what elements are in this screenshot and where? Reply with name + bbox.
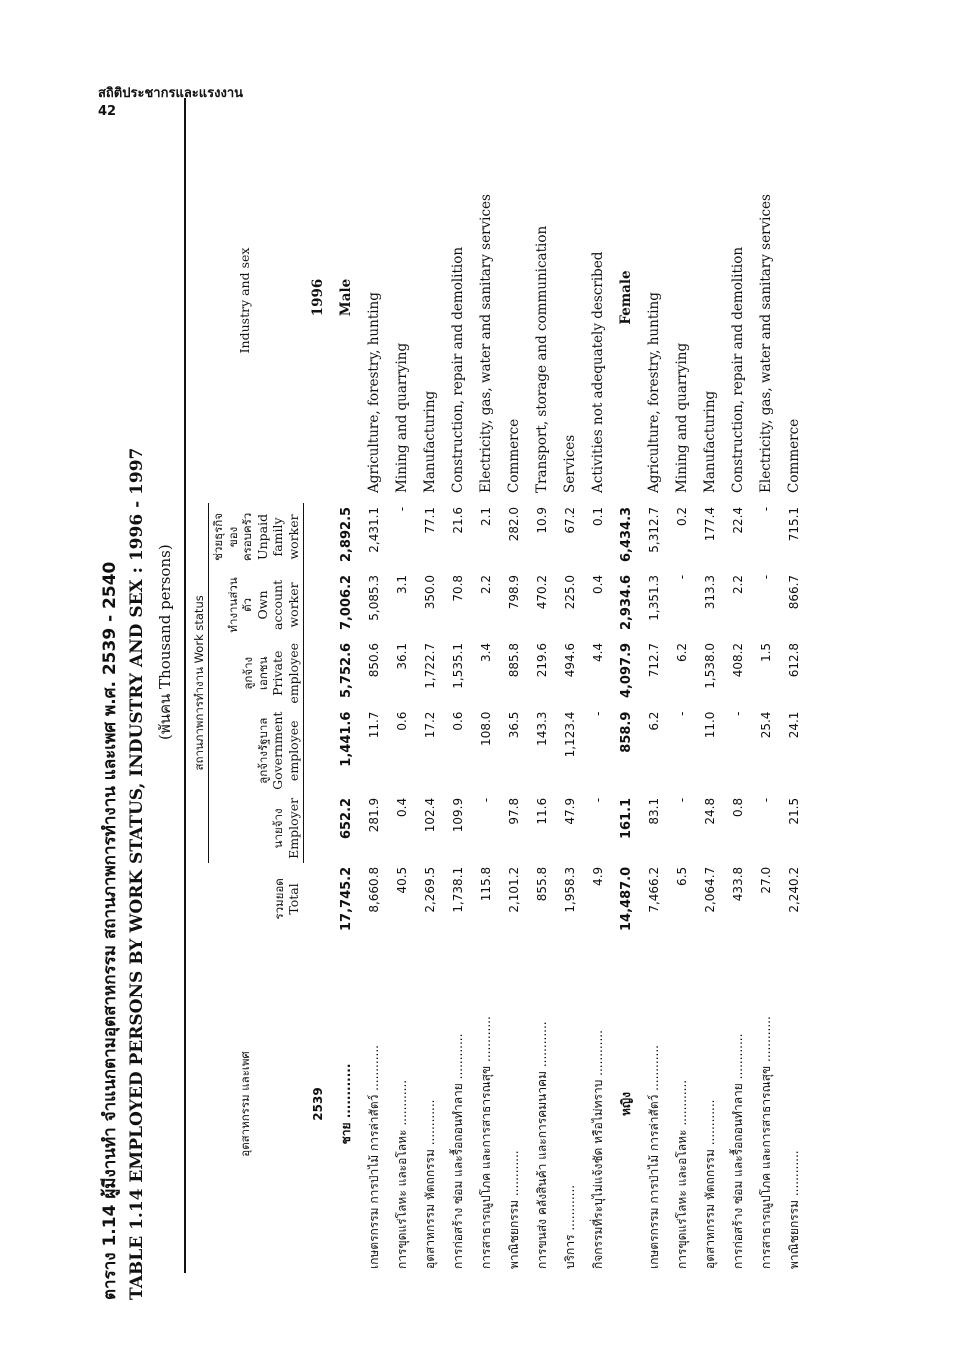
cell-value: 97.8 (507, 797, 522, 825)
cell-value: 612.8 (787, 642, 802, 678)
cell-value: 885.8 (507, 642, 522, 678)
cell-value: 2.1 (479, 506, 494, 527)
row-label-thai: การสาธารณูปโภค และการสาธารณสุข ..... (472, 935, 500, 1273)
row-label-thai: กิจกรรมที่ระบุไม่แจ้งชัด หรือไม่ทราบ ..... (584, 935, 612, 1273)
row-label-english: Agriculture, forestry, hunting (646, 292, 663, 493)
cell-value: - (675, 797, 690, 803)
cell-value: 0.8 (731, 797, 746, 817)
col-employer: นายจ้าง Employer (209, 794, 304, 863)
table-row (416, 98, 444, 1273)
cell-value (304, 863, 333, 935)
cell-value: 433.8 (731, 866, 746, 902)
row-label-english: Activities not adequately described (590, 251, 607, 493)
cell-value: 1.5 (759, 642, 774, 663)
col-industry-en: Industry and sex (185, 98, 304, 503)
cell-value: 1,738.1 (451, 866, 466, 913)
cell-value: - (395, 506, 410, 512)
row-label-thai: การก่อสร้าง ซ่อม และรื้อถอนทำลาย ..... (724, 935, 752, 1273)
row-label-thai: การขุดแร่โลหะ และอโลหะ ..... (388, 935, 416, 1273)
cell-value: 7,466.2 (647, 866, 662, 913)
cell-value: 36.1 (395, 642, 410, 670)
cell-value: 115.8 (479, 866, 494, 902)
cell-value: 17.2 (423, 711, 438, 739)
table-row (304, 98, 333, 1273)
cell-value: 225.0 (563, 574, 578, 610)
table-row (584, 98, 612, 1273)
cell-value: 6.5 (675, 866, 690, 886)
table-row (472, 98, 500, 1273)
cell-value: 22.4 (731, 506, 746, 534)
cell-value: 350.0 (423, 574, 438, 610)
cell-value: 177.4 (703, 506, 718, 542)
cell-value: 219.6 (535, 642, 550, 678)
row-label-english: 1996 (310, 278, 327, 317)
cell-value: 24.8 (703, 797, 718, 825)
cell-value: 67.2 (563, 506, 578, 534)
row-label-thai: พาณิชยกรรม ..... (780, 935, 808, 1273)
cell-value: 3.4 (479, 642, 494, 663)
cell-value: 2.2 (479, 574, 494, 595)
cell-value: 11.7 (367, 711, 382, 739)
cell-value (304, 639, 333, 708)
col-total: รวมยอด Total (185, 863, 304, 935)
row-label-thai: 2539 (311, 1087, 326, 1121)
table-row (360, 98, 388, 1273)
cell-value (304, 571, 333, 639)
cell-value: 1,441.6 (338, 711, 354, 767)
row-label-thai: อุตสาหกรรม หัตถกรรม ..... (416, 935, 444, 1273)
cell-value: 313.3 (703, 574, 718, 610)
cell-value: - (759, 506, 774, 512)
cell-value: 715.1 (787, 506, 802, 542)
table-row (752, 98, 780, 1273)
cell-value: 850.6 (367, 642, 382, 678)
table-row (528, 98, 556, 1273)
table-row (780, 98, 808, 1273)
cell-value: - (759, 574, 774, 580)
row-label-english: Commerce (786, 418, 803, 493)
cell-value (304, 708, 333, 794)
cell-value: 109.9 (451, 797, 466, 833)
cell-value: 652.2 (338, 797, 354, 840)
cell-value: 2,269.5 (423, 866, 438, 913)
row-label-english: Electricity, gas, water and sanitary services (758, 194, 775, 493)
row-label-thai: พาณิชยกรรม ..... (500, 935, 528, 1273)
cell-value: 4,097.9 (618, 642, 634, 699)
cell-value: 21.6 (451, 506, 466, 534)
cell-value: 11.0 (703, 711, 718, 739)
cell-value: - (675, 711, 690, 716)
cell-value: 5,752.6 (338, 642, 354, 699)
cell-value: 470.2 (535, 574, 550, 610)
cell-value: 1,535.1 (451, 642, 466, 689)
row-label-english: Construction, repair and demolition (730, 246, 747, 493)
cell-value: 143.3 (535, 711, 550, 746)
row-label-english: Commerce (506, 418, 523, 493)
row-label-english: Services (562, 434, 579, 493)
table-row (724, 98, 752, 1273)
page-number: 42 (98, 104, 117, 119)
cell-value: 1,351.3 (647, 574, 662, 621)
cell-value: 77.1 (423, 506, 438, 534)
cell-value: 494.6 (563, 642, 578, 678)
row-label-thai: การก่อสร้าง ซ่อม และรื้อถอนทำลาย ..... (444, 935, 472, 1273)
cell-value: 27.0 (759, 866, 774, 894)
table-row (668, 98, 696, 1273)
row-label-thai: การขุดแร่โลหะ และอโลหะ ..... (668, 935, 696, 1273)
cell-value: 17,745.2 (338, 866, 354, 931)
row-label-english: Male (338, 278, 355, 317)
row-label-english: Female (618, 270, 635, 325)
cell-value: 0.2 (675, 506, 690, 527)
cell-value: 0.4 (591, 574, 606, 595)
cell-value: 7,006.2 (338, 574, 354, 631)
cell-value: - (675, 574, 690, 580)
rotated-table-page (96, 68, 856, 1318)
cell-value: 1,538.0 (703, 642, 718, 689)
cell-value: 1,722.7 (423, 642, 438, 689)
row-label-english: Electricity, gas, water and sanitary services (478, 194, 495, 493)
cell-value: 0.6 (395, 711, 410, 731)
row-label-thai: การขนส่ง คลังสินค้า และการคมนาคม ..... (528, 935, 556, 1273)
cell-value: 0.6 (451, 711, 466, 731)
table-row (640, 98, 668, 1273)
cell-value: 102.4 (423, 797, 438, 833)
thai-title: ตาราง 1.14 ผู้มีงานทำ จำแนกตามอุตสาหกรรม สถานภาพการทำงาน และเพศ พ.ศ. 2539 - 2540 (100, 561, 120, 1300)
col-industry-th: อุตสาหกรรม และเพศ (185, 935, 304, 1273)
row-label-thai: ชาย ..... (332, 935, 360, 1273)
row-label-english: Transport, storage and communication (534, 225, 551, 493)
table-row (556, 98, 584, 1273)
running-header: สถิติประชากรและแรงงาน (98, 86, 244, 101)
col-private: ลูกจ้างเอกชน Private employee (209, 639, 304, 708)
cell-value: 11.6 (535, 797, 550, 825)
cell-value: 281.9 (367, 797, 382, 833)
col-own-account: ทำงานส่วนตัว Own account worker (209, 571, 304, 639)
cell-value: 6.2 (675, 642, 690, 663)
cell-value: 2,240.2 (787, 866, 802, 913)
english-title: TABLE 1.14 EMPLOYED PERSONS BY WORK STATUS, INDUSTRY AND SEX : 1996 - 1997 (127, 447, 147, 1300)
cell-value: 5,085.3 (367, 574, 382, 621)
cell-value: 2,892.5 (338, 506, 354, 563)
cell-value: 6,434.3 (618, 506, 634, 563)
cell-value: 47.9 (563, 797, 578, 825)
cell-value: 2.2 (731, 574, 746, 595)
cell-value: 408.2 (731, 642, 746, 678)
cell-value: 798.9 (507, 574, 522, 610)
cell-value: 3.1 (395, 574, 410, 595)
row-label-thai: หญิง (618, 1092, 633, 1116)
table-row (444, 98, 472, 1273)
cell-value: 1,123.4 (563, 711, 578, 758)
cell-value: 14,487.0 (618, 866, 634, 931)
cell-value: 858.9 (618, 711, 634, 753)
employment-table (184, 98, 808, 1273)
table-caption (96, 100, 177, 1300)
cell-value: 36.5 (507, 711, 522, 739)
cell-value: 10.9 (535, 506, 550, 534)
unit-label: (พันคน Thousand persons) (156, 544, 174, 740)
cell-value: 4.9 (591, 866, 606, 886)
row-label-english: Agriculture, forestry, hunting (366, 292, 383, 493)
cell-value: 2,064.7 (703, 866, 718, 913)
cell-value: 24.1 (787, 711, 802, 739)
cell-value: 4.4 (591, 642, 606, 663)
row-label-thai: บริการ ..... (556, 935, 584, 1273)
row-label-thai: เกษตรกรรม การป่าไม้ การล่าสัตว์ ..... (640, 935, 668, 1273)
cell-value: 282.0 (507, 506, 522, 542)
cell-value: 1,958.3 (563, 866, 578, 913)
col-work-status: สถานภาพการทำงาน Work status (185, 503, 209, 863)
cell-value: - (591, 797, 606, 803)
cell-value: 866.7 (787, 574, 802, 610)
row-label-english: Mining and quarrying (674, 342, 691, 493)
cell-value: 0.1 (591, 506, 606, 527)
cell-value: 40.5 (395, 866, 410, 894)
row-label-english: Manufacturing (702, 390, 719, 493)
row-label-thai: อุตสาหกรรม หัตถกรรม ..... (696, 935, 724, 1273)
cell-value: 25.4 (759, 711, 774, 739)
table-row (500, 98, 528, 1273)
table-row (696, 98, 724, 1273)
row-label-english: Mining and quarrying (394, 342, 411, 493)
table-row (388, 98, 416, 1273)
cell-value: 6.2 (647, 711, 662, 731)
col-government: ลูกจ้างรัฐบาล Government employee (209, 708, 304, 794)
cell-value: 21.5 (787, 797, 802, 825)
table-row (612, 98, 640, 1273)
cell-value: 108.0 (479, 711, 494, 746)
cell-value: 2,934.6 (618, 574, 634, 631)
cell-value: 5,312.7 (647, 506, 662, 553)
cell-value: 161.1 (618, 797, 634, 840)
row-label-thai: การสาธารณูปโภค และการสาธารณสุข ..... (752, 935, 780, 1273)
row-label-thai: เกษตรกรรม การป่าไม้ การล่าสัตว์ ..... (360, 935, 388, 1273)
row-label-english: Manufacturing (422, 390, 439, 493)
table-row (332, 98, 360, 1273)
cell-value: 2,431.1 (367, 506, 382, 553)
col-unpaid: ช่วยธุรกิจของครอบครัว Unpaid family worker (209, 503, 304, 571)
row-label-english: Construction, repair and demolition (450, 246, 467, 493)
cell-value: 8,660.8 (367, 866, 382, 913)
cell-value: 83.1 (647, 797, 662, 825)
cell-value: - (591, 711, 606, 716)
cell-value (304, 794, 333, 863)
cell-value: 70.8 (451, 574, 466, 602)
cell-value: - (479, 797, 494, 803)
table-body (304, 98, 809, 1273)
cell-value: 855.8 (535, 866, 550, 902)
cell-value (304, 503, 333, 571)
cell-value: 2,101.2 (507, 866, 522, 913)
cell-value: - (731, 711, 746, 716)
cell-value: 712.7 (647, 642, 662, 678)
cell-value: - (759, 797, 774, 803)
cell-value: 0.4 (395, 797, 410, 817)
